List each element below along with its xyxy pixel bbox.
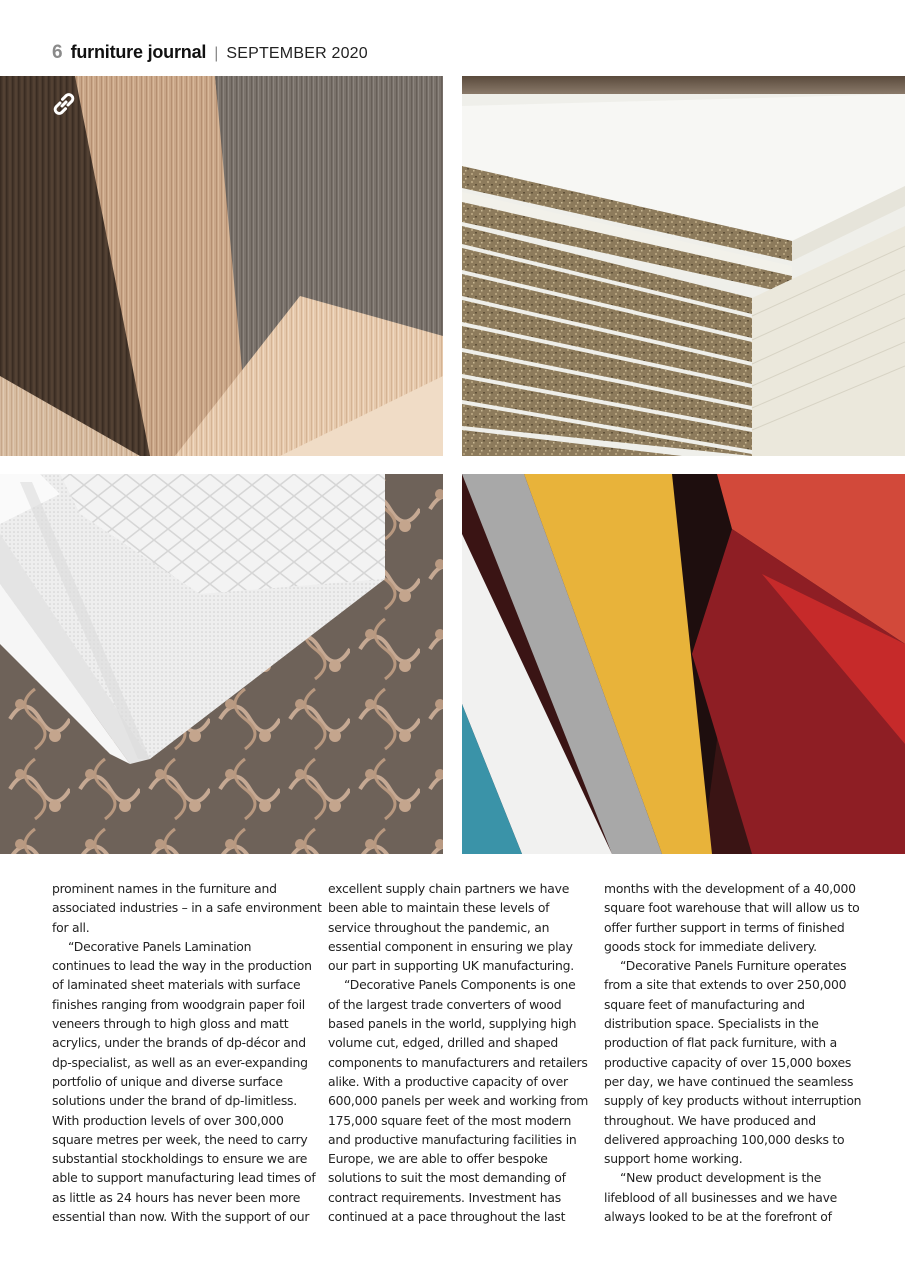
- text-line: of the largest trade converters of wood: [328, 996, 562, 1012]
- text-line: always looked to be at the forefront of: [604, 1209, 832, 1225]
- text-line: “Decorative Panels Lamination: [68, 938, 252, 954]
- text-line: “Decorative Panels Furniture operates: [620, 958, 847, 974]
- text-line: square foot warehouse that will allow us to: [604, 900, 860, 916]
- text-line: productive capacity of over 15,000 boxes: [604, 1054, 852, 1070]
- text-line: portfolio of unique and diverse surface: [52, 1073, 283, 1089]
- text-line: months with the development of a 40,000: [604, 881, 856, 896]
- text-line: distribution space. Specialists in the: [604, 1016, 819, 1032]
- text-line: solutions under the brand of dp-limitless.: [52, 1093, 297, 1109]
- text-line: throughout. We have produced and: [604, 1112, 816, 1128]
- text-line: volume cut, edged, drilled and shaped: [328, 1035, 558, 1051]
- text-line: “Decorative Panels Components is one: [344, 977, 576, 993]
- text-line: able to support manufacturing lead times of: [52, 1170, 316, 1186]
- text-line: Europe, we are able to offer bespoke: [328, 1151, 548, 1167]
- text-line: as little as 24 hours has never been more: [52, 1189, 301, 1205]
- text-line: per day, we have continued the seamless: [604, 1073, 854, 1089]
- text-line: supply of key products without interruption: [604, 1093, 862, 1109]
- text-line: lifeblood of all businesses and we have: [604, 1189, 838, 1205]
- text-line: essential component in ensuring we play: [328, 938, 573, 954]
- text-line: from a site that extends to over 250,000: [604, 977, 847, 993]
- page-number: 6: [52, 42, 63, 63]
- text-line: alike. With a productive capacity of over: [328, 1073, 568, 1089]
- text-line: 175,000 square feet of the most modern: [328, 1112, 572, 1128]
- text-line: associated industries – in a safe environment: [52, 900, 322, 916]
- issue-date: SEPTEMBER 2020: [226, 45, 368, 62]
- header-separator: |: [214, 45, 219, 62]
- text-line: support home working.: [604, 1151, 743, 1167]
- text-line: for all.: [52, 919, 90, 935]
- text-line: production of flat pack furniture, with a: [604, 1035, 837, 1051]
- text-line: solutions to suit the most demanding of: [328, 1170, 566, 1186]
- woodgrain-veneer-samples-photo: [0, 76, 443, 456]
- white-textured-samples-on-damask-photo: [0, 474, 443, 854]
- text-line: been able to maintain these levels of: [328, 900, 550, 916]
- text-line: service throughout the pandemic, an: [328, 919, 550, 935]
- article-column-3: [604, 879, 862, 1226]
- text-line: veneers through to high gloss and matt: [52, 1016, 289, 1032]
- text-line: of laminated sheet materials with surface: [52, 977, 301, 993]
- link-icon[interactable]: [50, 90, 78, 118]
- article-column-1: [52, 879, 322, 1226]
- text-line: components to manufacturers and retailers: [328, 1054, 588, 1070]
- text-line: “New product development is the: [620, 1170, 822, 1186]
- text-line: continues to lead the way in the production: [52, 958, 312, 974]
- text-line: substantial stockholdings to ensure we are: [52, 1151, 308, 1167]
- page-header: [52, 42, 368, 68]
- text-line: With production levels of over 300,000: [52, 1112, 284, 1128]
- text-line: square metres per week, the need to carry: [52, 1131, 308, 1147]
- text-line: excellent supply chain partners we have: [328, 881, 570, 896]
- text-line: delivered approaching 100,000 desks to: [604, 1131, 845, 1147]
- text-line: finishes ranging from woodgrain paper foil: [52, 996, 305, 1012]
- journal-name: furniture journal: [70, 42, 207, 62]
- text-line: acrylics, under the brands of dp-décor and: [52, 1035, 306, 1051]
- text-line: 600,000 panels per week and working from: [328, 1093, 589, 1109]
- text-line: continued at a pace throughout the last: [328, 1209, 566, 1225]
- text-line: offer further support in terms of finished: [604, 919, 845, 935]
- text-line: essential than now. With the support of our: [52, 1209, 310, 1225]
- text-line: prominent names in the furniture and: [52, 881, 277, 896]
- white-faced-chipboard-stack-photo: [462, 76, 905, 456]
- text-line: dp-specialist, as well as an ever-expanding: [52, 1054, 308, 1070]
- text-line: and productive manufacturing facilities in: [328, 1131, 577, 1147]
- article-column-2: [328, 879, 589, 1226]
- text-line: goods stock for immediate delivery.: [604, 938, 817, 954]
- text-line: our part in supporting UK manufacturing.: [328, 958, 574, 974]
- text-line: square feet of manufacturing and: [604, 996, 805, 1012]
- text-line: based panels in the world, supplying high: [328, 1016, 577, 1032]
- text-line: contract requirements. Investment has: [328, 1189, 561, 1205]
- colored-gloss-panels-photo: [462, 474, 905, 854]
